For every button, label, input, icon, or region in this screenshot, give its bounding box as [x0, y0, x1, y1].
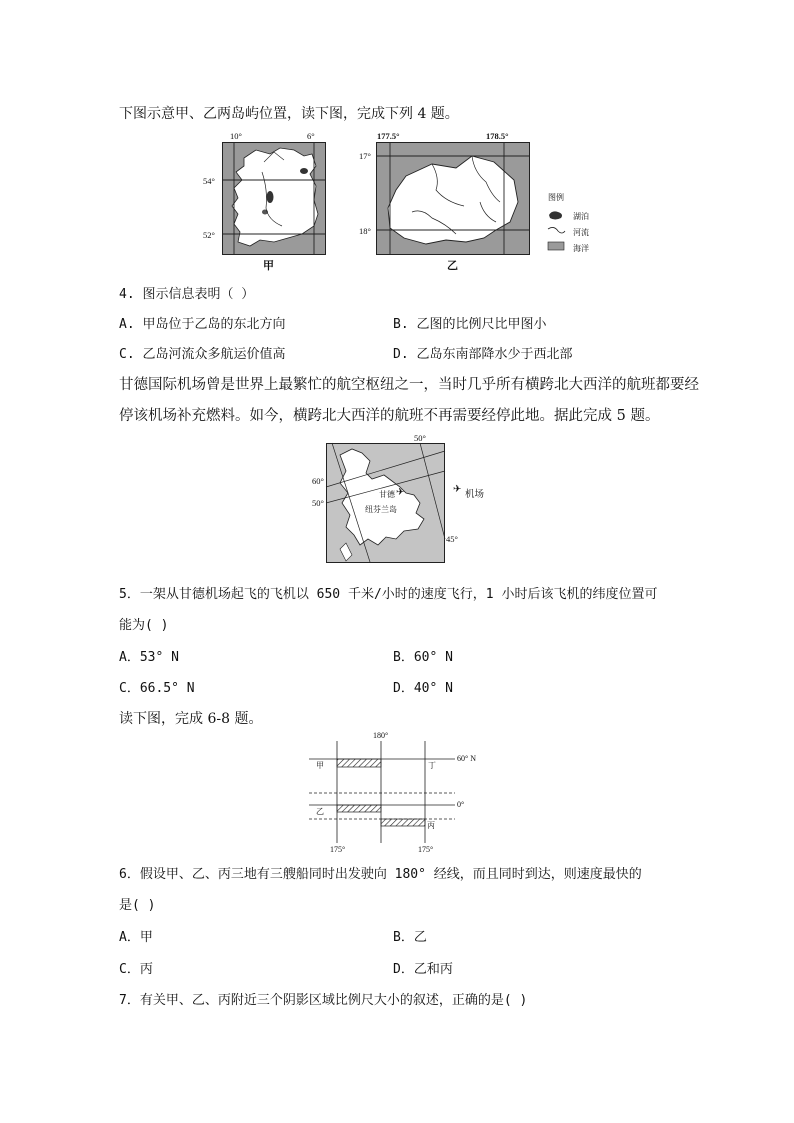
diagram-label-ding: 丁 — [428, 761, 436, 770]
q5-option-c: C．66.5° N — [119, 681, 195, 696]
lake-icon — [549, 211, 562, 219]
map-yi-svg — [376, 142, 530, 255]
map-jia-lat-top: 54° — [203, 176, 215, 186]
map-lon45: 45° — [446, 534, 458, 544]
map-lat50-top: 50° — [414, 433, 426, 443]
map-jia-lon-left: 10° — [230, 131, 242, 141]
map-lat50-left: 50° — [312, 498, 324, 508]
map-yi-caption: 乙 — [447, 259, 458, 272]
legend-symbols — [546, 209, 566, 251]
lake-icon — [300, 168, 308, 174]
q5-stem-line1: 5．一架从甘德机场起飞的飞机以 650 千米/小时的速度飞行，1 小时后该飞机的纬度位置可 — [119, 587, 658, 602]
q6-option-d: D．乙和丙 — [393, 962, 453, 977]
legend-airport-label: 机场 — [465, 490, 485, 500]
ocean-swatch-icon — [548, 242, 564, 250]
q7-stem: 7．有关甲、乙、丙附近三个阴影区域比例尺大小的叙述，正确的是( ) — [119, 993, 528, 1008]
q4-stem: 4. 图示信息表明（ ） — [119, 287, 255, 302]
legend-airport-icon: ✈ — [453, 484, 462, 495]
diagram-label-bing: 丙 — [427, 821, 435, 830]
q4-option-a: A. 甲岛位于乙岛的东北方向 — [119, 317, 286, 332]
diagram-lat60: 60° N — [457, 754, 476, 763]
map-city-gander: 甘德 — [379, 490, 395, 499]
lake-icon — [267, 191, 274, 203]
section2-intro-line1: 甘德国际机场曾是世界上最繁忙的航空枢纽之一，当时几乎所有横跨北大西洋的航班都要经 — [119, 377, 699, 393]
map-yi-lat-top: 17° — [359, 151, 371, 161]
airport-icon: ✈ — [396, 487, 405, 498]
map-yi-lon-left: 177.5° — [377, 131, 400, 141]
q6-option-a: A．甲 — [119, 930, 153, 945]
diagram-bottom-left-lon: 175° — [330, 845, 346, 854]
q4-option-d: D. 乙岛东南部降水少于西北部 — [393, 347, 573, 362]
diagram-lat0: 0° — [457, 800, 465, 809]
section1-intro: 下图示意甲、乙两岛屿位置，读下图，完成下列 4 题。 — [119, 106, 459, 122]
diagram-label-jia: 甲 — [316, 761, 324, 770]
river-icon — [548, 227, 565, 233]
q6-stem-line1: 6．假设甲、乙、丙三地有三艘船同时出发驶向 180° 经线，而且同时到达，则速度最快的 — [119, 867, 642, 882]
q5-option-d: D．40° N — [393, 681, 453, 696]
legend-ocean: 海洋 — [573, 244, 589, 253]
q6-option-b: B．乙 — [393, 930, 427, 945]
diagram-top-lon: 180° — [373, 731, 389, 740]
map-yi-lon-right: 178.5° — [486, 131, 509, 141]
map-yi-lat-bottom: 18° — [359, 226, 371, 236]
map-lon60: 60° — [312, 476, 324, 486]
map-jia-lat-bottom: 52° — [203, 230, 215, 240]
q4-option-b: B. 乙图的比例尺比甲图小 — [393, 317, 547, 332]
q6-stem-line2: 是( ) — [119, 898, 156, 913]
q6-option-c: C．丙 — [119, 962, 153, 977]
newfoundland-map-svg — [326, 443, 445, 563]
legend-river: 河流 — [573, 228, 589, 237]
map-jia-caption: 甲 — [263, 259, 274, 272]
q5-option-b: B．60° N — [393, 650, 453, 665]
q4-option-c: C. 乙岛河流众多航运价值高 — [119, 347, 286, 362]
map-jia-lon-right: 6° — [307, 131, 315, 141]
date-line-svg — [305, 741, 457, 849]
section2-intro-line2: 停该机场补充燃料。如今，横跨北大西洋的航班不再需要经停此地。据此完成 5 题。 — [119, 408, 660, 424]
diagram-bottom-right-lon: 175° — [418, 845, 434, 854]
q5-stem-line2: 能为( ) — [119, 618, 169, 633]
map-jia-svg — [222, 142, 326, 255]
legend-lake: 湖泊 — [573, 212, 589, 221]
legend-title: 图例 — [548, 193, 564, 202]
q5-option-a: A．53° N — [119, 650, 179, 665]
diagram-label-yi: 乙 — [316, 807, 324, 816]
section3-intro: 读下图，完成 6-8 题。 — [119, 711, 263, 727]
map-island-label: 纽芬兰岛 — [365, 505, 397, 514]
